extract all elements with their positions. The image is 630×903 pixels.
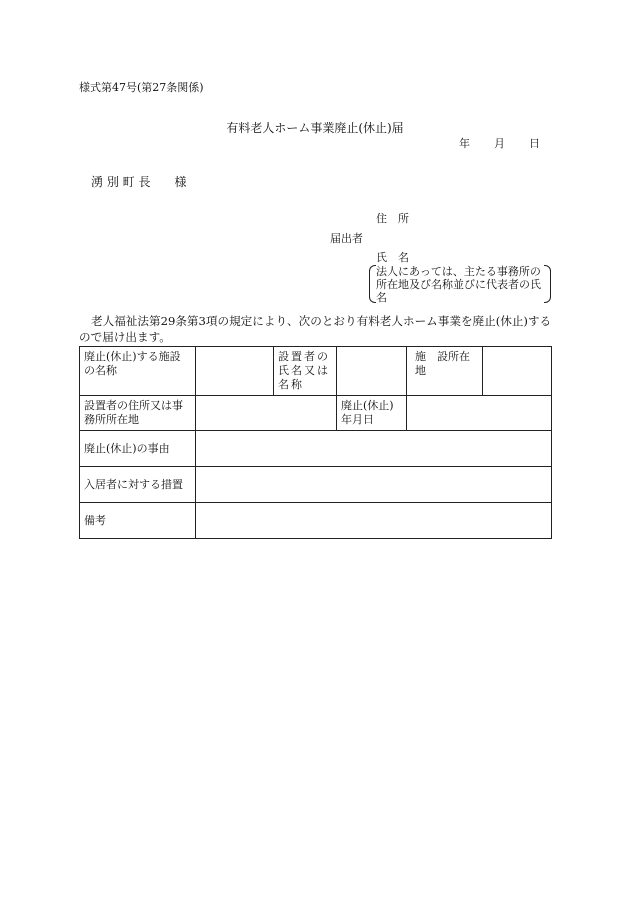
closure-date-label: 廃止(休止)年月日 [337,396,407,431]
submitter-label: 届出者 [330,232,363,245]
form-number: 様式第47号(第27条関係) [79,81,204,94]
body-text: 老人福祉法第29条第3項の規定により、次のとおり有料老人ホーム事業を廃止(休止)するので届け出ます。 [79,314,552,344]
date-year-label: 年 [459,137,470,150]
address-label: 住 所 [376,212,409,225]
addressee: 湧 別 町 長 様 [91,175,187,189]
reason-label: 廃止(休止)の事由 [80,431,196,467]
resident-measures-field[interactable] [196,467,552,503]
facility-location-label: 施 設所在地 [407,347,483,396]
name-label: 氏 名 [376,251,409,264]
reason-field[interactable] [196,431,552,467]
corporation-note-text: 法人にあっては、主たる事務所の所在地及び名称並びに代表者の氏名 [376,265,541,304]
facility-name-label: 廃止(休止)する施設の名称 [80,347,196,396]
document-title: 有料老人ホーム事業廃止(休止)届 [226,121,404,135]
date-day-label: 日 [529,137,540,150]
date-line [459,137,540,151]
establisher-address-label: 設置者の住所又は事務所所在地 [80,396,196,431]
resident-measures-label: 入居者に対する措置 [80,467,196,503]
date-month-label: 月 [494,137,505,150]
corporation-note [369,264,551,304]
bracket-left [369,265,376,303]
facility-location-field[interactable] [483,347,552,396]
facility-name-field[interactable] [196,347,274,396]
notification-table [79,346,552,539]
establisher-address-field[interactable] [196,396,337,431]
closure-date-field[interactable] [407,396,552,431]
remarks-label: 備考 [80,503,196,539]
remarks-field[interactable] [196,503,552,539]
establisher-name-field[interactable] [337,347,407,396]
establisher-name-label: 設置者の氏名又は名称 [274,347,337,396]
